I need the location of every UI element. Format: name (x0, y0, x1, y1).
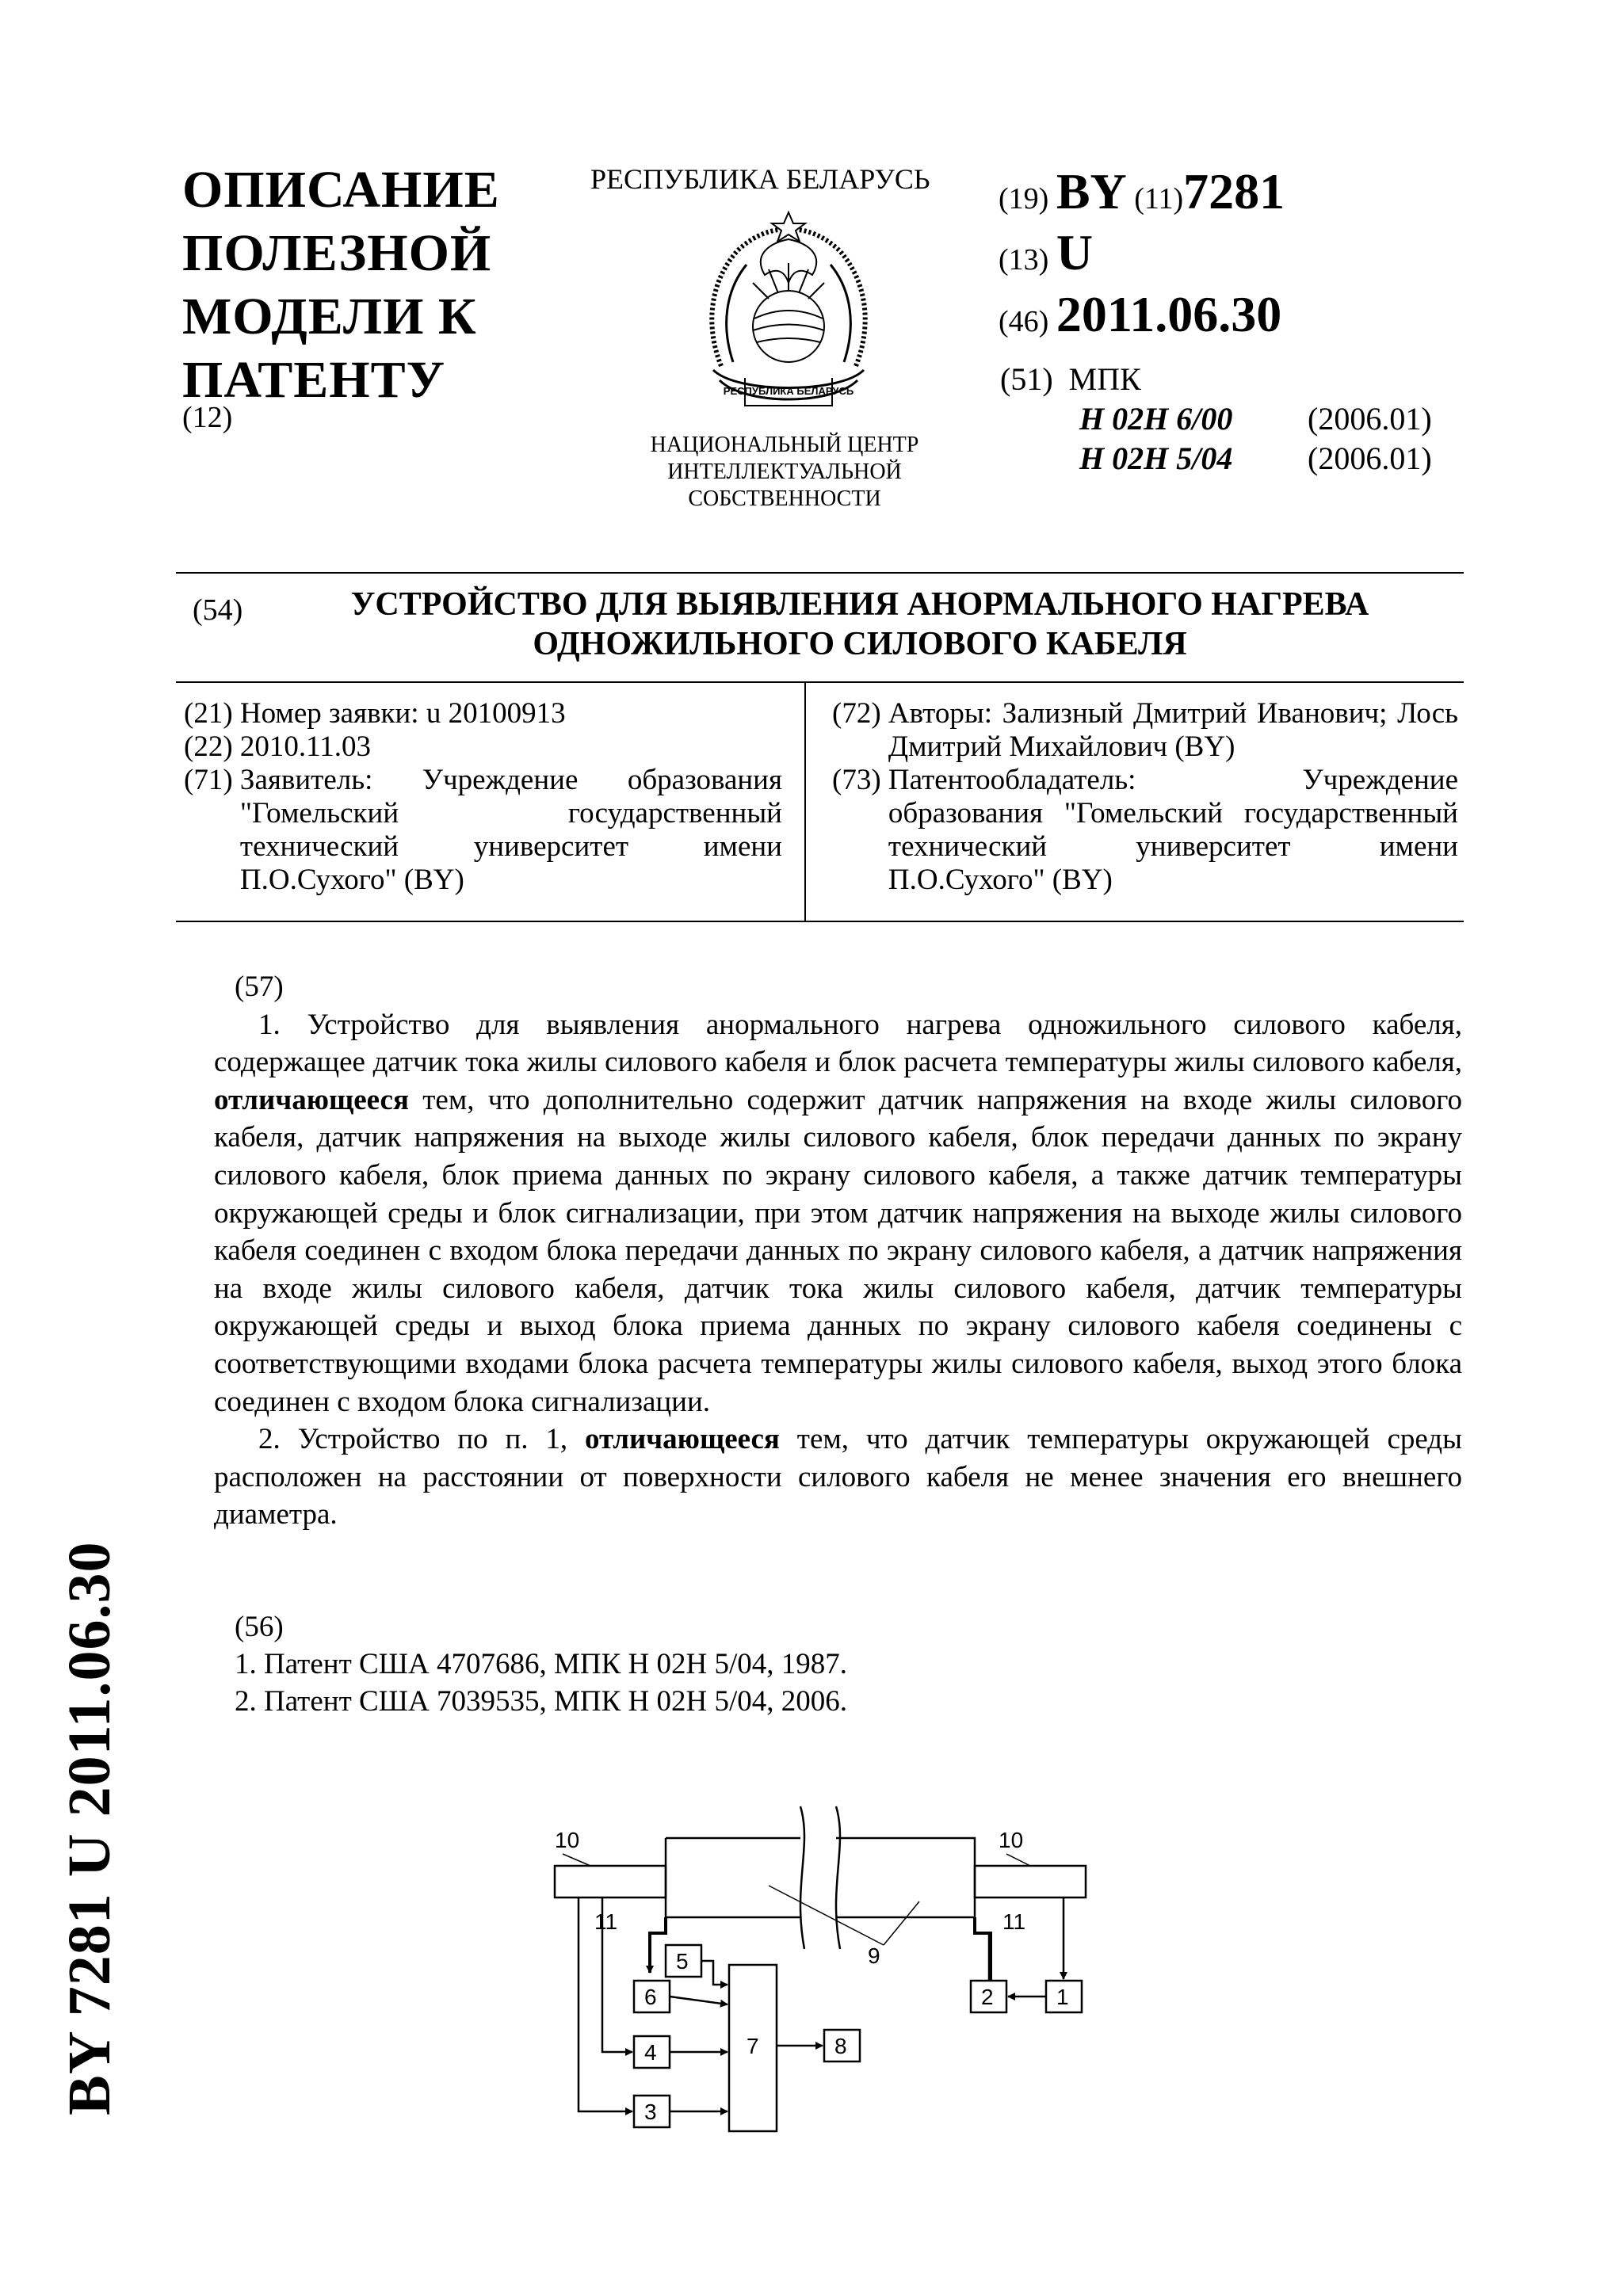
patent-holder: (73) Патентообладатель: Учреждение образования "Гомельский государственный технический университет имени П.О.Сухого" (BY) (832, 764, 1458, 896)
inid-code-56: (56) (235, 1611, 284, 1643)
reference-2: 2. Патент США 7039535, МПК H 02H 5/04, 2006. (235, 1685, 847, 1718)
applicant-column (184, 697, 782, 897)
claims-section (214, 968, 1462, 1534)
block-diagram-figure (531, 1783, 1117, 2147)
divider-bottom (176, 921, 1464, 922)
filing-date: (22) 2010.11.03 (184, 730, 372, 763)
inid-code-57: (57) (235, 971, 284, 1003)
block-5-label: 5 (676, 1949, 689, 1974)
inid-code-12: (12) (182, 401, 233, 434)
cable-end-right (975, 1866, 1086, 1897)
side-document-stamp: BY 7281 U 2011.06.30 (56, 1541, 123, 2115)
label-11-right: 11 (1002, 1909, 1026, 1934)
ipc-class-2: H 02H 5/04 (1079, 441, 1233, 476)
block-6-label: 6 (644, 1985, 657, 2009)
cable-screen (666, 1838, 975, 1917)
divider-middle (176, 681, 1464, 683)
patent-number: 7281 (1183, 163, 1285, 219)
block-8-label: 8 (834, 2034, 847, 2058)
republic-name: РЕСПУБЛИКА БЕЛАРУСЬ (590, 163, 930, 195)
emblem-ribbon-text: РЕСПУБЛИКА БЕЛАРУСЬ (723, 385, 854, 397)
ipc-version-1: (2006.01) (1308, 401, 1432, 437)
cited-references (214, 1608, 1462, 1720)
inid-code-54: (54) (193, 593, 243, 627)
claim-2: 2. Устройство по п. 1, отличающееся тем, что датчик температуры окружающей среды расположен на расстоянии от поверхности силового кабеля не менее значения его внешнего диаметра. (214, 1423, 1462, 1531)
country-code: BY (1056, 163, 1127, 219)
cable-end-left (555, 1866, 666, 1897)
block-3-label: 3 (644, 2100, 657, 2124)
block-2-label: 2 (981, 1985, 994, 2009)
authors-column (832, 697, 1458, 897)
reference-1: 1. Патент США 4707686, МПК H 02H 5/04, 1987. (235, 1648, 847, 1680)
national-center-name: НАЦИОНАЛЬНЫЙ ЦЕНТР ИНТЕЛЛЕКТУАЛЬНОЙ СОБСТВЕННОСТИ (650, 433, 919, 511)
label-11-left: 11 (594, 1909, 618, 1934)
applicant: (71) Заявитель: Учреждение образования "Гомельский государственный технический университет имени П.О.Сухого" (BY) (184, 764, 782, 896)
label-10-right: 10 (999, 1828, 1024, 1852)
ipc-version-2: (2006.01) (1308, 441, 1432, 476)
block-4-label: 4 (644, 2040, 657, 2065)
block-7-label: 7 (747, 2034, 759, 2058)
invention-title: УСТРОЙСТВО ДЛЯ ВЫЯВЛЕНИЯ АНОРМАЛЬНОГО НАГРЕВА ОДНОЖИЛЬНОГО СИЛОВОГО КАБЕЛЯ (350, 586, 1369, 662)
state-emblem (689, 208, 888, 423)
document-kind-title: ОПИСАНИЕ ПОЛЕЗНОЙ МОДЕЛИ К ПАТЕНТУ (182, 161, 500, 409)
divider-top (176, 572, 1464, 574)
column-divider (804, 683, 806, 921)
publication-date: (46) 2011.06.30 (999, 286, 1282, 342)
application-number: (21) Номер заявки: u 20100913 (184, 697, 566, 730)
authors: (72) Авторы: Зализный Дмитрий Иванович; Лось Дмитрий Михайлович (BY) (832, 697, 1458, 763)
label-9: 9 (868, 1943, 880, 1968)
country-and-number: (19) BY (11)7281 (999, 163, 1285, 219)
block-1-label: 1 (1056, 1985, 1069, 2009)
ipc-label-row: (51) МПК (1000, 361, 1141, 397)
document-kind-code: (13) U (999, 224, 1094, 280)
claim-1: 1. Устройство для выявления анормального нагрева одножильного силового кабеля, содержащее датчик тока жилы силового кабеля и блок расчета температуры жилы силового кабеля, отличающееся тем, что дополнительно содержит датчик напряжения на входе жилы силового кабеля, датчик напряжения на выходе жилы силового кабеля, блок передачи данных по экрану силового кабеля, блок приема данных по экрану силового кабеля, а также датчик температуры окружающей среды и блок сигнализации, при этом датчик напряжения на выходе жилы силового кабеля соединен с входом блока передачи данных по экрану силового кабеля, а датчик напряжения на входе жилы силового кабеля, датчик тока жилы силового кабеля, датчик температуры окружающей среды и выход блока приема данных по экрану силового кабеля соединены с соответствующими входами блока расчета температуры жилы силового кабеля, выход этого блока соединен с входом блока сигнализации. (214, 1008, 1463, 1418)
ipc-class-1: H 02H 6/00 (1079, 401, 1233, 437)
label-10-left: 10 (555, 1828, 580, 1852)
